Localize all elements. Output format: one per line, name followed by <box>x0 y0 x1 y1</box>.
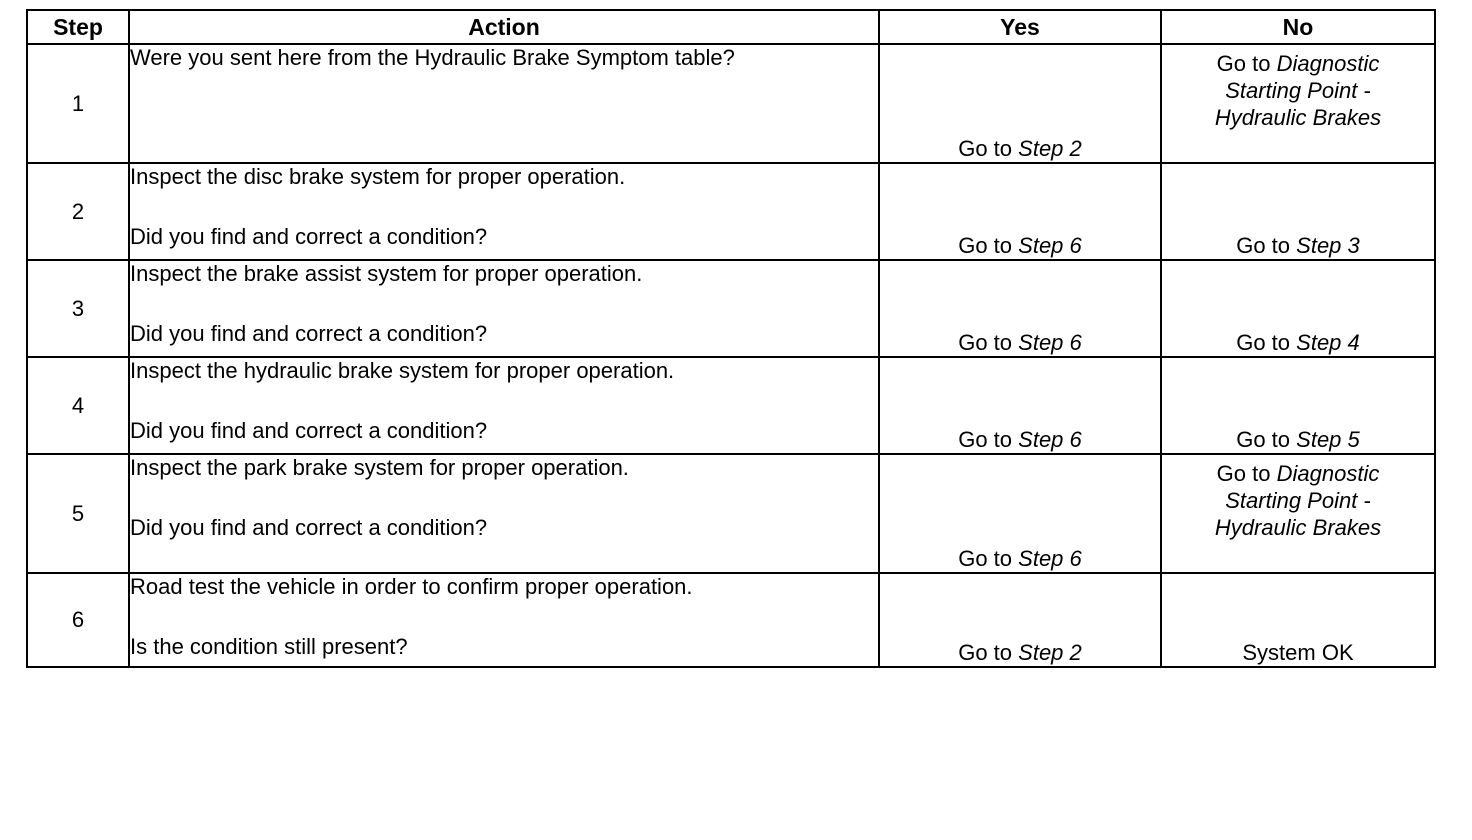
table-row <box>27 573 1435 667</box>
table-row <box>27 163 1435 260</box>
yes-cell <box>879 573 1161 667</box>
yes-prefix: Go to <box>958 640 1013 665</box>
step-number: 3 <box>27 260 129 357</box>
action-instruction: Inspect the disc brake system for proper operation. <box>130 164 626 189</box>
no-cell <box>1161 454 1435 573</box>
action-instruction: Road test the vehicle in order to confirm proper operation. <box>130 574 693 599</box>
yes-prefix: Go to <box>958 330 1013 355</box>
table-row <box>27 44 1435 163</box>
yes-step-ref: Step 6 <box>1018 233 1082 258</box>
action-question: Did you find and correct a condition? <box>130 321 488 346</box>
yes-cell <box>879 163 1161 260</box>
yes-prefix: Go to <box>958 233 1013 258</box>
no-prefix: Go to <box>1236 233 1291 258</box>
header-yes: Yes <box>879 10 1161 44</box>
yes-step-ref: Step 6 <box>1018 330 1082 355</box>
no-step-ref: Step 3 <box>1296 233 1360 258</box>
no-prefix: Go to <box>1216 461 1271 486</box>
no-step-ref: Step 4 <box>1296 330 1360 355</box>
no-step-ref: Step 5 <box>1296 427 1360 452</box>
no-cell <box>1161 44 1435 163</box>
yes-cell <box>879 454 1161 573</box>
yes-step-ref: Step 6 <box>1018 427 1082 452</box>
no-cell <box>1161 260 1435 357</box>
header-row <box>27 10 1435 44</box>
no-cell <box>1161 163 1435 260</box>
no-diagnostic-ref: Diagnostic Starting Point - Hydraulic Brakes <box>1214 51 1382 130</box>
no-diagnostic-ref: Diagnostic Starting Point - Hydraulic Brakes <box>1214 461 1382 540</box>
no-cell <box>1161 357 1435 454</box>
action-cell <box>129 573 879 667</box>
action-cell <box>129 260 879 357</box>
yes-cell <box>879 357 1161 454</box>
action-question: Did you find and correct a condition? <box>130 224 488 249</box>
step-number: 6 <box>27 573 129 667</box>
table-row <box>27 454 1435 573</box>
step-number: 4 <box>27 357 129 454</box>
action-instruction: Inspect the hydraulic brake system for proper operation. <box>130 358 675 383</box>
no-result: System OK <box>1242 640 1354 665</box>
table-row <box>27 260 1435 357</box>
action-instruction: Inspect the park brake system for proper operation. <box>130 455 629 480</box>
header-action: Action <box>129 10 879 44</box>
yes-step-ref: Step 2 <box>1018 136 1082 161</box>
diagnostic-table <box>26 9 1436 668</box>
action-instruction: Inspect the brake assist system for proper operation. <box>130 261 643 286</box>
action-cell <box>129 163 879 260</box>
no-cell <box>1161 573 1435 667</box>
step-number: 1 <box>27 44 129 163</box>
action-question: Did you find and correct a condition? <box>130 418 488 443</box>
header-step: Step <box>27 10 129 44</box>
header-no: No <box>1161 10 1435 44</box>
action-question: Is the condition still present? <box>130 634 408 659</box>
step-number: 5 <box>27 454 129 573</box>
yes-cell <box>879 44 1161 163</box>
step-number: 2 <box>27 163 129 260</box>
yes-step-ref: Step 2 <box>1018 640 1082 665</box>
action-cell <box>129 44 879 163</box>
yes-prefix: Go to <box>958 427 1013 452</box>
yes-step-ref: Step 6 <box>1018 546 1082 571</box>
action-cell <box>129 357 879 454</box>
yes-cell <box>879 260 1161 357</box>
yes-prefix: Go to <box>958 136 1013 161</box>
action-cell <box>129 454 879 573</box>
table-row <box>27 357 1435 454</box>
action-instruction: Were you sent here from the Hydraulic Brake Symptom table? <box>130 45 735 70</box>
no-prefix: Go to <box>1216 51 1271 76</box>
action-question: Did you find and correct a condition? <box>130 515 488 540</box>
no-prefix: Go to <box>1236 330 1291 355</box>
no-prefix: Go to <box>1236 427 1291 452</box>
yes-prefix: Go to <box>958 546 1013 571</box>
